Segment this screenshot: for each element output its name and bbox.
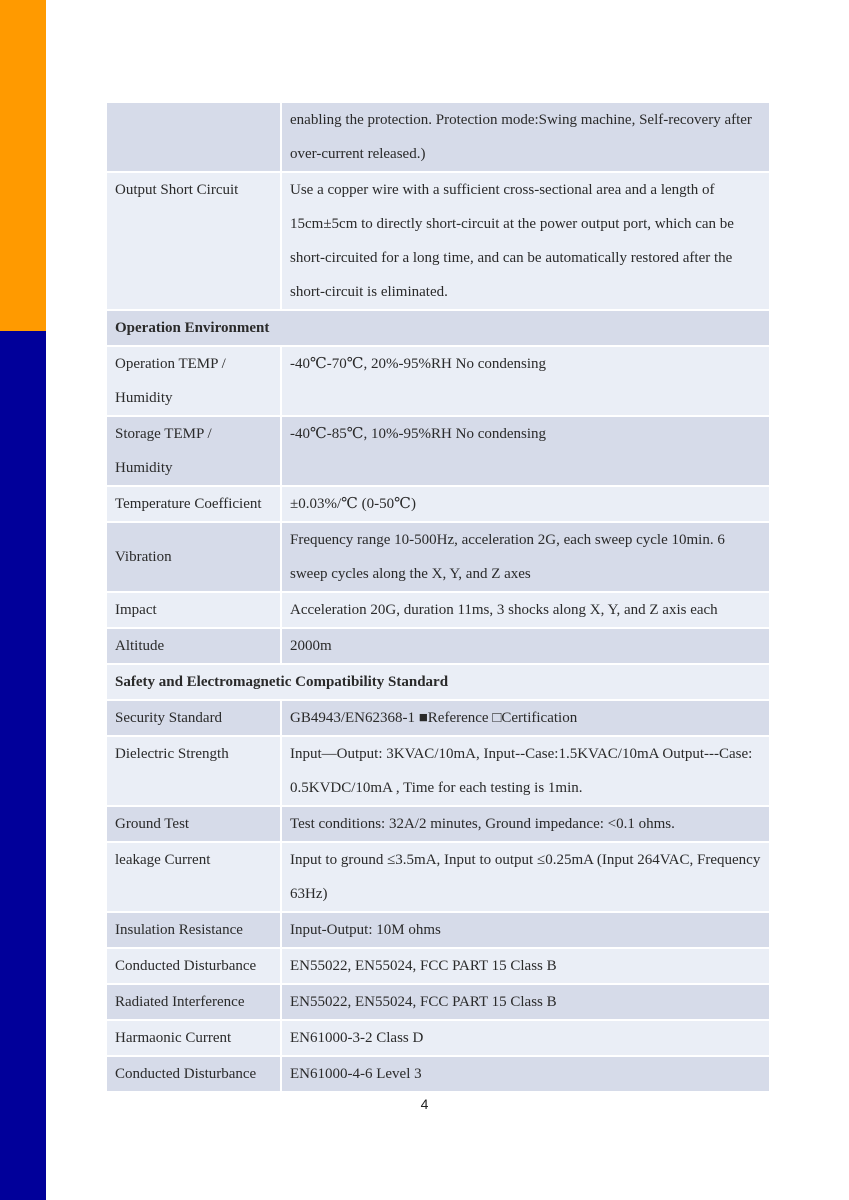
spec-value: EN55022, EN55024, FCC PART 15 Class B [281, 948, 769, 984]
spec-label: Output Short Circuit [107, 172, 281, 310]
spec-label: Insulation Resistance [107, 912, 281, 948]
spec-value: Test conditions: 32A/2 minutes, Ground impedance: <0.1 ohms. [281, 806, 769, 842]
specification-table-body [107, 103, 769, 1092]
table-row [107, 592, 769, 628]
spec-label: Ground Test [107, 806, 281, 842]
spec-value: Frequency range 10-500Hz, acceleration 2G, each sweep cycle 10min. 6 sweep cycles along the X, Y, and Z axes [281, 522, 769, 592]
spec-value: ±0.03%/℃ (0-50℃) [281, 486, 769, 522]
spec-label: Operation TEMP / Humidity [107, 346, 281, 416]
table-row [107, 172, 769, 310]
spec-value: -40℃-70℃, 20%-95%RH No condensing [281, 346, 769, 416]
spec-label: Dielectric Strength [107, 736, 281, 806]
spec-value: Input-Output: 10M ohms [281, 912, 769, 948]
spec-value: Use a copper wire with a sufficient cross-sectional area and a length of 15cm±5cm to directly short-circuit at the power output port, which can be short-circuited for a long time, and can be automatically restored after the short-circuit is eliminated. [281, 172, 769, 310]
spec-label: Altitude [107, 628, 281, 664]
spec-value: Input—Output: 3KVAC/10mA, Input--Case:1.5KVAC/10mA Output---Case: 0.5KVDC/10mA , Time for each testing is 1min. [281, 736, 769, 806]
spec-label: Radiated Interference [107, 984, 281, 1020]
table-row [107, 1020, 769, 1056]
spec-value: EN61000-3-2 Class D [281, 1020, 769, 1056]
spec-label: Impact [107, 592, 281, 628]
table-row [107, 416, 769, 486]
spec-label: leakage Current [107, 842, 281, 912]
table-row [107, 522, 769, 592]
spec-value: enabling the protection. Protection mode:Swing machine, Self-recovery after over-current released.) [281, 103, 769, 172]
table-row [107, 984, 769, 1020]
spec-value: 2000m [281, 628, 769, 664]
spec-value: EN61000-4-6 Level 3 [281, 1056, 769, 1092]
spec-value: Input to ground ≤3.5mA, Input to output ≤0.25mA (Input 264VAC, Frequency 63Hz) [281, 842, 769, 912]
table-row [107, 842, 769, 912]
table-row [107, 486, 769, 522]
spec-value: Acceleration 20G, duration 11ms, 3 shocks along X, Y, and Z axis each [281, 592, 769, 628]
spec-value: -40℃-85℃, 10%-95%RH No condensing [281, 416, 769, 486]
section-title: Safety and Electromagnetic Compatibility Standard [107, 664, 769, 700]
spec-value: EN55022, EN55024, FCC PART 15 Class B [281, 984, 769, 1020]
table-row [107, 912, 769, 948]
accent-bar-orange [0, 0, 46, 331]
table-row [107, 346, 769, 416]
accent-bar-blue [0, 331, 46, 1200]
section-header-row [107, 664, 769, 700]
spec-label: Harmaonic Current [107, 1020, 281, 1056]
spec-label: Security Standard [107, 700, 281, 736]
spec-label: Temperature Coefficient [107, 486, 281, 522]
table-row [107, 700, 769, 736]
page-number: 4 [420, 1096, 429, 1112]
spec-label: Conducted Disturbance [107, 1056, 281, 1092]
table-row [107, 948, 769, 984]
spec-value: GB4943/EN62368-1 ■Reference □Certification [281, 700, 769, 736]
section-header-row [107, 310, 769, 346]
spec-label: Conducted Disturbance [107, 948, 281, 984]
spec-label: Vibration [107, 522, 281, 592]
table-row [107, 628, 769, 664]
spec-label: Storage TEMP / Humidity [107, 416, 281, 486]
table-row [107, 103, 769, 172]
spec-label [107, 103, 281, 172]
table-row [107, 736, 769, 806]
specification-table [107, 103, 769, 1093]
section-title: Operation Environment [107, 310, 769, 346]
table-row [107, 1056, 769, 1092]
table-row [107, 806, 769, 842]
